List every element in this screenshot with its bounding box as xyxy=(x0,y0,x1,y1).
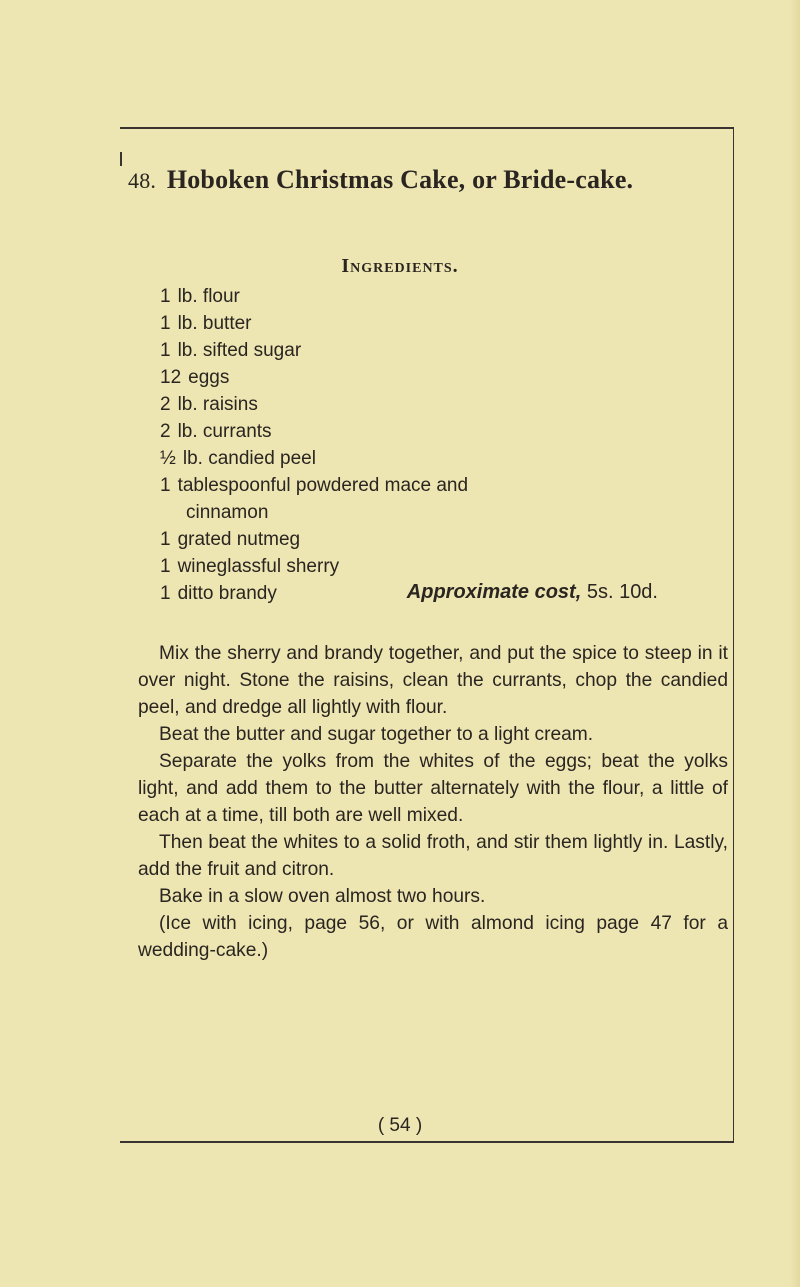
ingredient-continuation: cinnamon xyxy=(186,502,269,523)
method-text xyxy=(138,640,728,964)
method-paragraph: Mix the sherry and brandy together, and put the spice to steep in it over night. Stone the raisins, clean the currants, chop the candied peel, and dredge all lightly with flour. xyxy=(138,643,728,718)
ingredient-item xyxy=(160,391,720,418)
ingredient-qty: 12 xyxy=(160,367,182,388)
recipe-title xyxy=(128,165,633,195)
page-frame xyxy=(120,127,734,1143)
ingredient-text: tablespoonful powdered mace and xyxy=(177,475,469,496)
ingredient-item xyxy=(160,283,720,310)
ingredient-item xyxy=(160,472,720,526)
cost-value: 5s. 10d. xyxy=(586,581,658,603)
ingredient-item xyxy=(160,364,720,391)
ingredient-text: lb. raisins xyxy=(177,394,258,415)
ingredient-qty: 1 xyxy=(160,286,171,307)
cost-label: Approximate cost, xyxy=(406,581,582,603)
ingredient-text: eggs xyxy=(188,367,230,388)
ingredient-item xyxy=(160,526,720,553)
ingredient-qty: 2 xyxy=(160,394,171,415)
ingredient-item xyxy=(160,445,720,472)
ingredient-qty: 1 xyxy=(160,340,171,361)
method-paragraph: (Ice with icing, page 56, or with almond icing page 47 for a wedding-cake.) xyxy=(138,913,728,961)
ingredient-qty: 1 xyxy=(160,475,171,496)
ingredient-qty: 2 xyxy=(160,421,171,442)
approximate-cost xyxy=(407,581,658,604)
ingredient-text: lb. candied peel xyxy=(182,448,316,469)
method-paragraph: Then beat the whites to a solid froth, and stir them lightly in. Lastly, add the fruit and citron. xyxy=(138,832,728,880)
ingredient-qty: 1 xyxy=(160,583,171,604)
ingredient-item xyxy=(160,337,720,364)
page-edge-shadow xyxy=(790,0,800,1287)
ingredient-qty: 1 xyxy=(160,556,171,577)
method-paragraph: Beat the butter and sugar together to a light cream. xyxy=(159,724,594,745)
ingredient-text: wineglassful sherry xyxy=(177,556,340,577)
method-paragraph: Bake in a slow oven almost two hours. xyxy=(159,886,486,907)
recipe-number: 48. xyxy=(128,168,157,193)
ingredient-item xyxy=(160,310,720,337)
method-paragraph: Separate the yolks from the whites of the eggs; beat the yolks light, and add them to the butter alternately with the flour, a little of each at a time, till both are well mixed. xyxy=(138,751,728,826)
ingredient-text: grated nutmeg xyxy=(177,529,301,550)
ingredient-qty: ½ xyxy=(160,448,176,469)
ingredients-list xyxy=(160,283,720,607)
ingredient-item xyxy=(160,418,720,445)
recipe-title-text: Hoboken Christmas Cake, or Bride-cake. xyxy=(166,165,634,194)
ingredient-text: lb. butter xyxy=(177,313,252,334)
ingredient-text: lb. currants xyxy=(177,421,272,442)
ingredient-item xyxy=(160,553,720,580)
ingredient-text: lb. flour xyxy=(177,286,240,307)
frame-mark xyxy=(120,152,122,166)
ingredient-text: lb. sifted sugar xyxy=(177,340,302,361)
ingredient-qty: 1 xyxy=(160,529,171,550)
ingredient-qty: 1 xyxy=(160,313,171,334)
page-number: ( 54 ) xyxy=(377,1115,423,1136)
ingredients-heading: Ingredients. xyxy=(341,255,459,277)
ingredient-text: ditto brandy xyxy=(177,583,277,604)
